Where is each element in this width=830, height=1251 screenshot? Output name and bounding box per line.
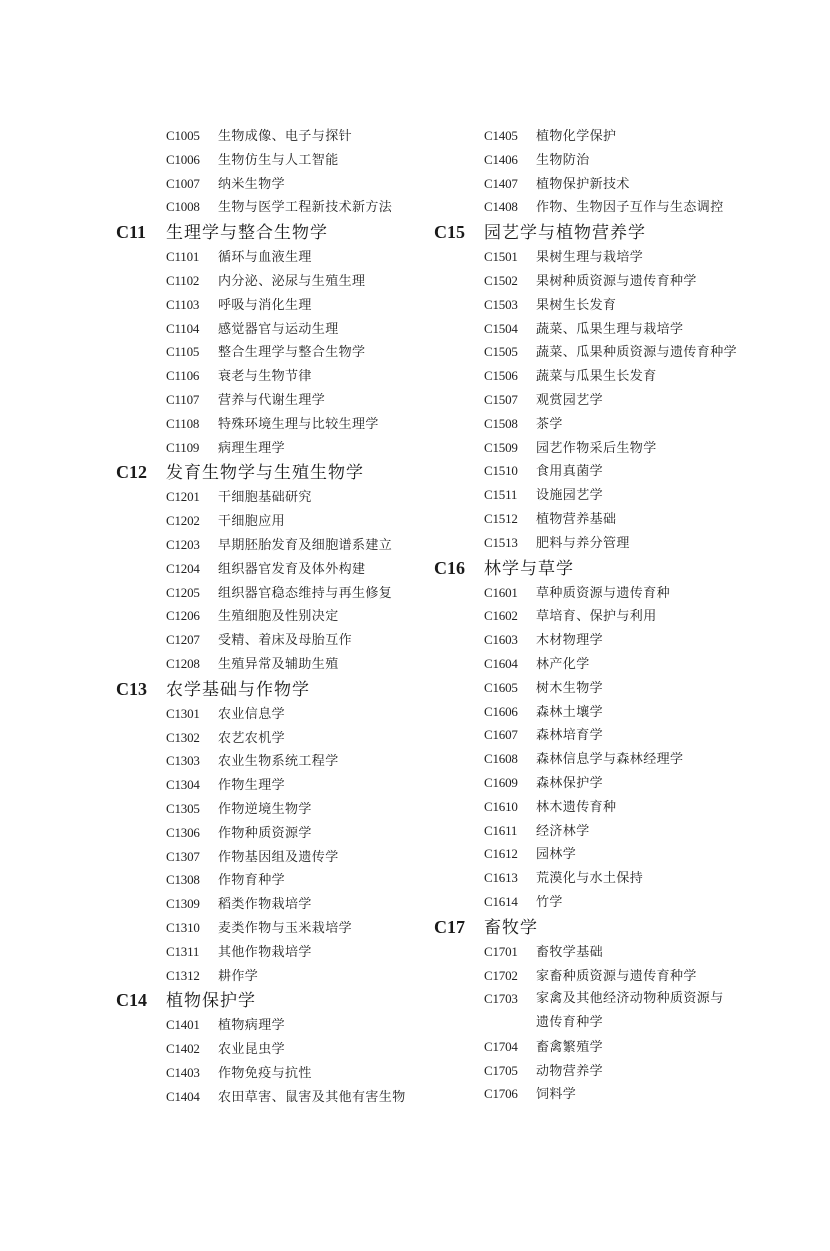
subject-code: C1312 bbox=[166, 967, 200, 983]
subject-code: C1511 bbox=[484, 487, 518, 503]
subject-label: 生物仿生与人工智能 bbox=[218, 152, 339, 168]
subject-item bbox=[434, 436, 764, 460]
subject-label: 内分泌、泌尿与生殖生理 bbox=[218, 273, 366, 289]
subject-code: C1609 bbox=[484, 774, 518, 790]
subject-label: 生物成像、电子与探针 bbox=[218, 129, 353, 144]
subject-code: C1311 bbox=[166, 943, 200, 959]
subject-label: 家禽及其他经济动物种质资源与遗传育种学 bbox=[536, 991, 724, 1031]
subject-code: C1506 bbox=[484, 368, 518, 384]
subject-item bbox=[434, 1059, 764, 1083]
subject-code: C1304 bbox=[166, 777, 200, 793]
section-code: C17 bbox=[434, 916, 465, 937]
subject-label: 树木生物学 bbox=[536, 680, 604, 696]
subject-item bbox=[116, 1061, 446, 1085]
subject-code: C1205 bbox=[166, 584, 200, 600]
subject-item bbox=[116, 628, 446, 652]
subject-item bbox=[434, 293, 764, 317]
subject-code: C1302 bbox=[166, 729, 200, 745]
subject-label: 观赏园艺学 bbox=[536, 392, 604, 408]
subject-item bbox=[116, 773, 446, 797]
subject-item bbox=[434, 964, 764, 988]
section-heading bbox=[116, 459, 446, 485]
subject-code: C1105 bbox=[166, 344, 200, 360]
subject-label: 整合生理学与整合生物学 bbox=[218, 345, 366, 361]
subject-code: C1402 bbox=[166, 1041, 200, 1057]
subject-code: C1614 bbox=[484, 893, 518, 909]
subject-code: C1404 bbox=[166, 1088, 200, 1104]
subject-code: C1103 bbox=[166, 296, 200, 312]
subject-item bbox=[434, 628, 764, 652]
subject-item bbox=[116, 916, 446, 940]
subject-item bbox=[434, 317, 764, 341]
subject-label: 畜禽繁殖学 bbox=[536, 1039, 604, 1055]
subject-code: C1505 bbox=[484, 344, 518, 360]
subject-code: C1310 bbox=[166, 919, 200, 935]
subject-label: 森林土壤学 bbox=[536, 704, 604, 720]
subject-label: 作物基因组及遗传学 bbox=[218, 849, 339, 865]
subject-label: 生物与医学工程新技术新方法 bbox=[218, 200, 393, 216]
subject-item bbox=[434, 842, 764, 866]
subject-item bbox=[116, 868, 446, 892]
subject-item bbox=[116, 892, 446, 916]
subject-label: 作物育种学 bbox=[218, 873, 286, 889]
subject-item bbox=[434, 459, 764, 483]
subject-code: C1401 bbox=[166, 1017, 200, 1033]
subject-label: 特殊环境生理与比较生理学 bbox=[218, 416, 379, 432]
subject-label: 蔬菜、瓜果生理与栽培学 bbox=[536, 321, 684, 337]
subject-label: 森林保护学 bbox=[536, 775, 604, 791]
subject-code: C1203 bbox=[166, 536, 200, 552]
subject-item bbox=[116, 412, 446, 436]
subject-label: 麦类作物与玉米栽培学 bbox=[218, 920, 353, 936]
subject-code: C1701 bbox=[484, 943, 518, 959]
subject-label: 作物生理学 bbox=[218, 778, 286, 794]
subject-code: C1408 bbox=[484, 199, 518, 215]
subject-label: 草培育、保护与利用 bbox=[536, 609, 657, 625]
section-code: C13 bbox=[116, 678, 147, 699]
subject-code: C1407 bbox=[484, 175, 518, 191]
subject-item bbox=[434, 245, 764, 269]
subject-label: 感觉器官与运动生理 bbox=[218, 321, 339, 337]
subject-item bbox=[434, 172, 764, 196]
subject-label: 饲料学 bbox=[536, 1087, 577, 1103]
subject-code: C1405 bbox=[484, 128, 518, 143]
subject-code: C1611 bbox=[484, 822, 518, 838]
subject-label: 木材物理学 bbox=[536, 633, 604, 649]
subject-label: 园艺作物采后生物学 bbox=[536, 440, 657, 456]
subject-code: C1502 bbox=[484, 272, 518, 288]
right-column bbox=[434, 124, 764, 1106]
subject-code: C1513 bbox=[484, 534, 518, 550]
subject-code: C1608 bbox=[484, 751, 518, 767]
subject-label: 农业信息学 bbox=[218, 706, 286, 722]
subject-item bbox=[434, 1035, 764, 1059]
section-title: 园艺学与植物营养学 bbox=[484, 223, 646, 244]
subject-code: C1501 bbox=[484, 249, 518, 265]
subject-label: 呼吸与消化生理 bbox=[218, 297, 312, 313]
subject-code: C1309 bbox=[166, 896, 200, 912]
subject-code: C1605 bbox=[484, 679, 518, 695]
subject-label: 早期胚胎发育及细胞谱系建立 bbox=[218, 537, 393, 553]
subject-label: 设施园艺学 bbox=[536, 488, 604, 504]
subject-code: C1510 bbox=[484, 463, 518, 479]
subject-item bbox=[434, 771, 764, 795]
subject-label: 作物免疫与抗性 bbox=[218, 1065, 312, 1081]
subject-item bbox=[116, 845, 446, 869]
subject-label: 植物营养基础 bbox=[536, 511, 617, 527]
subject-code: C1503 bbox=[484, 296, 518, 312]
subject-item bbox=[434, 1082, 764, 1106]
subject-item bbox=[434, 819, 764, 843]
subject-item bbox=[434, 940, 764, 964]
subject-item bbox=[116, 124, 446, 148]
subject-item bbox=[434, 747, 764, 771]
subject-item bbox=[116, 485, 446, 509]
subject-label: 耕作学 bbox=[218, 968, 259, 984]
subject-code: C1305 bbox=[166, 800, 200, 816]
subject-item bbox=[434, 412, 764, 436]
subject-code: C1208 bbox=[166, 655, 200, 671]
section-title: 生理学与整合生物学 bbox=[166, 223, 328, 244]
subject-label: 干细胞应用 bbox=[218, 514, 286, 530]
subject-item bbox=[434, 340, 764, 364]
subject-label: 林产化学 bbox=[536, 656, 590, 672]
subject-item bbox=[116, 388, 446, 412]
subject-item bbox=[116, 195, 446, 219]
subject-code: C1008 bbox=[166, 199, 200, 215]
subject-item bbox=[116, 269, 446, 293]
subject-code: C1102 bbox=[166, 272, 200, 288]
subject-label: 果树种质资源与遗传育种学 bbox=[536, 273, 697, 289]
subject-label: 其他作物栽培学 bbox=[218, 944, 312, 960]
subject-label: 园林学 bbox=[536, 847, 577, 863]
section-heading bbox=[434, 555, 764, 581]
subject-item bbox=[434, 700, 764, 724]
subject-code: C1612 bbox=[484, 846, 518, 862]
section-title: 发育生物学与生殖生物学 bbox=[166, 463, 364, 484]
subject-item bbox=[434, 581, 764, 605]
subject-item bbox=[434, 652, 764, 676]
subject-label: 森林培育学 bbox=[536, 728, 604, 744]
subject-code: C1601 bbox=[484, 584, 518, 600]
subject-code: C1610 bbox=[484, 798, 518, 814]
section-code: C11 bbox=[116, 222, 147, 243]
subject-code: C1705 bbox=[484, 1062, 518, 1078]
subject-item bbox=[434, 124, 764, 148]
subject-code: C1005 bbox=[166, 128, 200, 143]
subject-label: 经济林学 bbox=[536, 823, 590, 839]
subject-label: 畜牧学基础 bbox=[536, 944, 604, 960]
subject-code: C1104 bbox=[166, 320, 200, 336]
subject-item bbox=[116, 557, 446, 581]
subject-label: 作物种质资源学 bbox=[218, 825, 312, 841]
subject-label: 荒漠化与水土保持 bbox=[536, 871, 644, 887]
subject-item bbox=[116, 1085, 446, 1109]
subject-code: C1602 bbox=[484, 608, 518, 624]
subject-item bbox=[434, 676, 764, 700]
subject-code: C1006 bbox=[166, 151, 200, 167]
subject-code: C1109 bbox=[166, 439, 200, 455]
subject-code: C1107 bbox=[166, 391, 200, 407]
subject-label: 作物、生物因子互作与生态调控 bbox=[536, 200, 724, 216]
subject-code: C1603 bbox=[484, 632, 518, 648]
section-title: 畜牧学 bbox=[484, 917, 538, 938]
subject-label: 农业昆虫学 bbox=[218, 1042, 286, 1058]
subject-item bbox=[116, 340, 446, 364]
subject-item bbox=[116, 702, 446, 726]
subject-code: C1512 bbox=[484, 510, 518, 526]
subject-item bbox=[116, 364, 446, 388]
subject-label: 竹学 bbox=[536, 894, 563, 910]
subject-item bbox=[116, 1037, 446, 1061]
subject-item bbox=[434, 604, 764, 628]
subject-code: C1403 bbox=[166, 1064, 200, 1080]
subject-item bbox=[116, 436, 446, 460]
section-heading bbox=[116, 676, 446, 702]
subject-item bbox=[434, 195, 764, 219]
subject-item bbox=[116, 509, 446, 533]
subject-code: C1303 bbox=[166, 753, 200, 769]
subject-code: C1007 bbox=[166, 175, 200, 191]
subject-code: C1301 bbox=[166, 705, 200, 721]
subject-item bbox=[116, 317, 446, 341]
subject-label: 干细胞基础研究 bbox=[218, 490, 312, 506]
subject-item bbox=[434, 866, 764, 890]
subject-code: C1706 bbox=[484, 1086, 518, 1102]
subject-label: 蔬菜与瓜果生长发育 bbox=[536, 369, 657, 385]
subject-item bbox=[116, 726, 446, 750]
section-code: C15 bbox=[434, 222, 465, 243]
subject-code: C1202 bbox=[166, 513, 200, 529]
subject-label: 病理生理学 bbox=[218, 440, 286, 456]
subject-code: C1306 bbox=[166, 824, 200, 840]
subject-label: 受精、着床及母胎互作 bbox=[218, 633, 353, 649]
subject-label: 稻类作物栽培学 bbox=[218, 897, 312, 913]
subject-item bbox=[116, 652, 446, 676]
subject-item bbox=[116, 797, 446, 821]
subject-label: 肥料与养分管理 bbox=[536, 535, 630, 551]
subject-label: 草种质资源与遗传育种 bbox=[536, 585, 671, 601]
subject-item bbox=[434, 507, 764, 531]
subject-item bbox=[434, 148, 764, 172]
section-heading bbox=[116, 219, 446, 245]
subject-item bbox=[434, 987, 764, 1035]
subject-code: C1604 bbox=[484, 655, 518, 671]
subject-label: 循环与血液生理 bbox=[218, 250, 312, 266]
subject-label: 植物化学保护 bbox=[536, 129, 617, 144]
subject-code: C1204 bbox=[166, 560, 200, 576]
subject-item bbox=[434, 364, 764, 388]
subject-label: 果树生理与栽培学 bbox=[536, 250, 644, 266]
subject-item bbox=[116, 821, 446, 845]
subject-item bbox=[434, 483, 764, 507]
subject-item bbox=[434, 269, 764, 293]
section-code: C16 bbox=[434, 557, 465, 578]
subject-item bbox=[116, 533, 446, 557]
subject-label: 衰老与生物节律 bbox=[218, 369, 312, 385]
subject-code: C1613 bbox=[484, 870, 518, 886]
subject-code: C1507 bbox=[484, 391, 518, 407]
subject-label: 茶学 bbox=[536, 416, 563, 432]
subject-code: C1108 bbox=[166, 415, 200, 431]
subject-item bbox=[434, 388, 764, 412]
subject-code: C1106 bbox=[166, 368, 200, 384]
subject-item bbox=[116, 749, 446, 773]
section-title: 植物保护学 bbox=[166, 991, 256, 1012]
subject-label: 作物逆境生物学 bbox=[218, 801, 312, 817]
section-heading bbox=[434, 219, 764, 245]
subject-code: C1703 bbox=[484, 991, 518, 1007]
subject-item bbox=[116, 604, 446, 628]
subject-item bbox=[434, 795, 764, 819]
subject-code: C1308 bbox=[166, 872, 200, 888]
subject-label: 组织器官发育及体外构建 bbox=[218, 561, 366, 577]
subject-item bbox=[116, 1013, 446, 1037]
subject-label: 蔬菜、瓜果种质资源与遗传育种学 bbox=[536, 345, 738, 361]
subject-item bbox=[434, 890, 764, 914]
subject-label: 林木遗传育种 bbox=[536, 799, 617, 815]
subject-item bbox=[116, 245, 446, 269]
subject-label: 纳米生物学 bbox=[218, 176, 286, 192]
subject-code: C1206 bbox=[166, 608, 200, 624]
subject-code: C1607 bbox=[484, 727, 518, 743]
subject-code: C1406 bbox=[484, 151, 518, 167]
subject-code: C1702 bbox=[484, 967, 518, 983]
subject-item bbox=[116, 293, 446, 317]
subject-item bbox=[116, 964, 446, 988]
section-code: C14 bbox=[116, 990, 147, 1011]
section-title: 农学基础与作物学 bbox=[166, 679, 310, 700]
subject-label: 农田草害、鼠害及其他有害生物 bbox=[218, 1089, 406, 1105]
subject-code: C1307 bbox=[166, 848, 200, 864]
subject-item bbox=[116, 940, 446, 964]
subject-label: 森林信息学与森林经理学 bbox=[536, 752, 684, 768]
subject-label: 家畜种质资源与遗传育种学 bbox=[536, 968, 697, 984]
subject-label: 植物保护新技术 bbox=[536, 176, 630, 192]
subject-label: 食用真菌学 bbox=[536, 464, 604, 480]
subject-code: C1606 bbox=[484, 703, 518, 719]
subject-code: C1201 bbox=[166, 489, 200, 505]
subject-code: C1704 bbox=[484, 1038, 518, 1054]
subject-label: 植物病理学 bbox=[218, 1018, 286, 1034]
section-code: C12 bbox=[116, 462, 147, 483]
subject-label: 生殖异常及辅助生殖 bbox=[218, 656, 339, 672]
subject-code: C1504 bbox=[484, 320, 518, 336]
subject-label: 农艺农机学 bbox=[218, 730, 286, 746]
subject-label: 果树生长发育 bbox=[536, 297, 617, 313]
left-column bbox=[116, 124, 446, 1108]
subject-item bbox=[116, 172, 446, 196]
subject-label: 生殖细胞及性别决定 bbox=[218, 609, 339, 625]
subject-item bbox=[434, 531, 764, 555]
section-heading bbox=[116, 987, 446, 1013]
section-title: 林学与草学 bbox=[484, 558, 574, 579]
subject-code: C1207 bbox=[166, 632, 200, 648]
subject-item bbox=[434, 723, 764, 747]
subject-label: 动物营养学 bbox=[536, 1063, 604, 1079]
subject-code: C1101 bbox=[166, 249, 200, 265]
subject-code: C1508 bbox=[484, 415, 518, 431]
subject-label: 组织器官稳态维持与再生修复 bbox=[218, 585, 393, 601]
subject-item bbox=[116, 148, 446, 172]
subject-label: 生物防治 bbox=[536, 152, 590, 168]
subject-code: C1509 bbox=[484, 439, 518, 455]
subject-label: 农业生物系统工程学 bbox=[218, 754, 339, 770]
section-heading bbox=[434, 914, 764, 940]
subject-item bbox=[116, 581, 446, 605]
subject-label: 营养与代谢生理学 bbox=[218, 392, 326, 408]
